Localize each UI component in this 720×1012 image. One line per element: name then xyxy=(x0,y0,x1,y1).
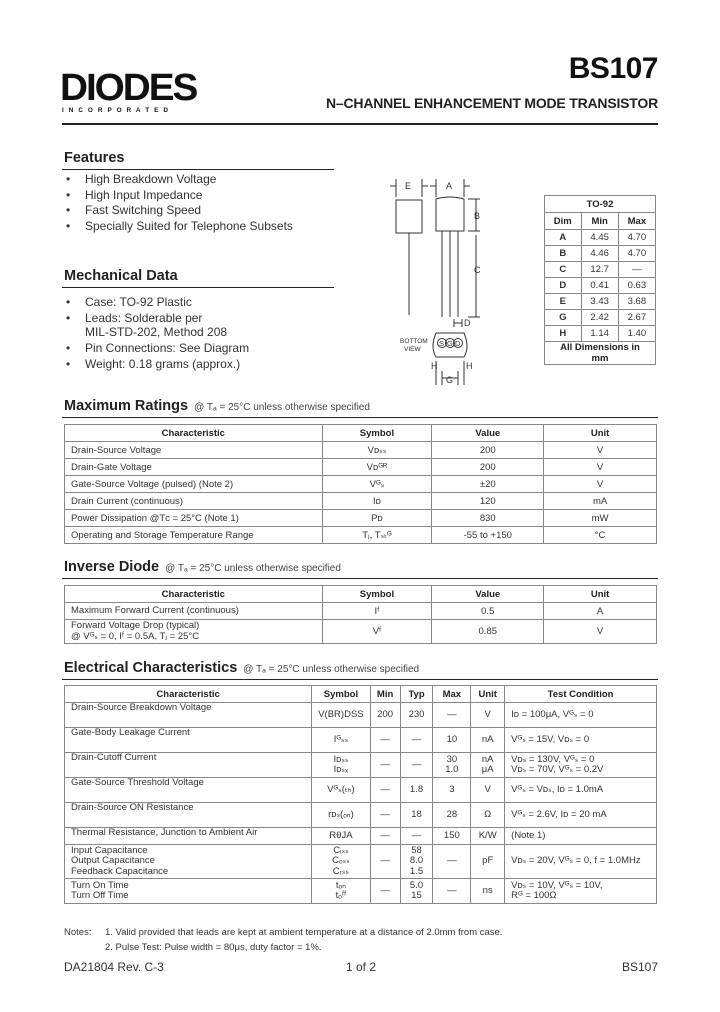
symbol-cell xyxy=(312,753,370,778)
min-cell: 12.7 xyxy=(581,262,618,278)
pin-label-s: S xyxy=(439,339,445,348)
characteristic-cell-line: Gate-Source Threshold Voltage xyxy=(71,777,204,788)
unit-cell: V xyxy=(544,476,657,493)
table-row xyxy=(65,753,657,778)
test-condition-cell-line: Vᴳₛ = 2.6V, Iᴅ = 20 mA xyxy=(511,808,607,820)
package-col-max: Max xyxy=(618,213,655,230)
max-cell: 2.67 xyxy=(618,310,655,326)
typ-cell xyxy=(400,703,433,728)
list-item: • Case: TO-92 Plastic xyxy=(64,295,334,309)
unit-cell xyxy=(471,879,505,904)
unit-cell xyxy=(471,845,505,879)
notes-label: Notes: xyxy=(64,927,92,938)
characteristic-cell-line: Turn Off Time xyxy=(71,890,129,901)
table-row xyxy=(545,230,656,246)
dim-label-a: A xyxy=(446,181,453,191)
symbol-cell: Tⱼ, Tₛₜᴳ xyxy=(322,527,432,544)
min-cell xyxy=(370,778,400,803)
symbol-cell: Vᴅᴳᴿ xyxy=(322,459,432,476)
table-row xyxy=(65,459,657,476)
table-row xyxy=(65,703,657,728)
test-condition-cell-line: Vᴅₛ = 70V, Vᴳₛ = 0.2V xyxy=(511,764,604,775)
characteristic-cell-line: Drain-Cutoff Current xyxy=(71,752,157,763)
characteristic-cell: Gate-Source Voltage (pulsed) (Note 2) xyxy=(65,476,323,493)
min-cell: 0.41 xyxy=(581,278,618,294)
typ-cell xyxy=(400,728,433,753)
symbol-cell-line: rᴅₛ(ₒₙ) xyxy=(328,808,354,820)
features-title: Features xyxy=(64,150,125,166)
min-cell xyxy=(370,828,400,845)
dim-label-c: C xyxy=(474,265,481,275)
col-symbol: Symbol xyxy=(322,586,432,603)
max-cell: 4.70 xyxy=(618,230,655,246)
list-item: • Weight: 0.18 grams (approx.) xyxy=(64,357,334,371)
characteristic-cell xyxy=(65,845,312,879)
min-cell: 2.42 xyxy=(581,310,618,326)
unit-cell-line: μA xyxy=(481,764,494,775)
list-item: • High Input Impedance xyxy=(64,188,334,204)
note-item: 1. Valid provided that leads are kept at ambient temperature at a distance of 2.0mm from case. xyxy=(105,927,503,938)
typ-cell-line: 1.5 xyxy=(409,865,424,877)
electrical-table xyxy=(64,685,657,904)
electrical-title: Electrical Characteristics @ Tₐ = 25°C unless otherwise specified xyxy=(64,660,420,676)
test-condition-cell-line: Vᴳₛ = 15V, Vᴅₛ = 0 xyxy=(511,733,590,745)
symbol-cell xyxy=(312,828,370,845)
dim-cell: D xyxy=(545,278,582,294)
package-table-footer: All Dimensions in mm xyxy=(545,342,656,365)
typ-cell-line: 18 xyxy=(411,808,422,820)
col-test-condition: Test Condition xyxy=(505,686,657,703)
front-view-body xyxy=(436,197,464,231)
min-cell-line: — xyxy=(380,829,390,841)
symbol-cell-line: Vᴳₛ(ₜₕ) xyxy=(327,783,355,795)
characteristic-line: Maximum Forward Current (continuous) xyxy=(71,604,239,616)
max-cell-line: 150 xyxy=(443,829,460,841)
characteristic-cell-line: Input Capacitance xyxy=(71,844,148,856)
dim-label-b: B xyxy=(474,211,481,221)
to92-package-diagram xyxy=(390,175,510,390)
table-row xyxy=(545,262,656,278)
mechanical-title: Mechanical Data xyxy=(64,268,178,284)
unit-cell xyxy=(471,803,505,828)
test-condition-cell-line: (Note 1) xyxy=(511,829,546,841)
diodes-logo-mark xyxy=(60,68,230,114)
value-cell: 0.5 xyxy=(432,603,544,620)
table-row xyxy=(65,493,657,510)
electrical-rule xyxy=(62,679,658,680)
value-cell: ±20 xyxy=(432,476,544,493)
col-max: Max xyxy=(433,686,471,703)
dim-label-h-left: H xyxy=(431,361,438,371)
min-cell xyxy=(370,728,400,753)
symbol-cell xyxy=(312,778,370,803)
inverse-diode-body xyxy=(65,603,657,644)
table-row xyxy=(65,510,657,527)
value-cell: 120 xyxy=(432,493,544,510)
max-cell xyxy=(433,728,471,753)
dim-label-g: G xyxy=(446,375,454,385)
table-row xyxy=(65,442,657,459)
typ-cell-line: 15 xyxy=(411,890,422,901)
symbol-cell: Iᴅ xyxy=(322,493,432,510)
typ-cell-line: — xyxy=(411,758,422,770)
symbol-cell-line: Iᴳₛₛ xyxy=(333,733,349,745)
header-rule xyxy=(62,123,658,125)
inverse-diode-table xyxy=(64,585,657,644)
inverse-diode-rule xyxy=(62,578,658,579)
col-unit: Unit xyxy=(544,425,657,442)
min-cell xyxy=(370,879,400,904)
characteristic-cell-line: Thermal Resistance, Junction to Ambient Air xyxy=(71,827,258,838)
features-list xyxy=(64,172,334,234)
symbol-cell-line: Cᵣₛₛ xyxy=(332,865,350,877)
min-cell xyxy=(370,753,400,778)
typ-cell-line: — xyxy=(411,829,422,841)
symbol-cell-line: Iᴅₛₛ xyxy=(333,753,349,765)
typ-cell-line: 5.0 xyxy=(409,879,424,891)
min-cell-line: — xyxy=(380,808,390,820)
symbol-cell-line: Iᴅₛₓ xyxy=(333,764,349,775)
symbol-cell xyxy=(312,803,370,828)
table-row xyxy=(545,326,656,342)
unit-cell: V xyxy=(544,620,657,644)
characteristic-cell: Drain Current (continuous) xyxy=(65,493,323,510)
value-cell: 200 xyxy=(432,459,544,476)
max-cell xyxy=(433,703,471,728)
max-cell: 3.68 xyxy=(618,294,655,310)
table-row xyxy=(545,310,656,326)
min-cell: 1.14 xyxy=(581,326,618,342)
package-table-caption: TO-92 xyxy=(545,196,656,213)
list-item: • High Breakdown Voltage xyxy=(64,172,334,188)
unit-cell xyxy=(471,728,505,753)
table-row xyxy=(65,803,657,828)
symbol-cell: Vᴳₛ xyxy=(322,476,432,493)
table-row xyxy=(545,246,656,262)
side-view-body xyxy=(396,200,422,233)
dim-cell: H xyxy=(545,326,582,342)
col-unit: Unit xyxy=(544,586,657,603)
test-condition-cell xyxy=(505,828,657,845)
test-condition-cell-line: Rᴳ = 100Ω xyxy=(511,890,557,901)
dim-cell: E xyxy=(545,294,582,310)
col-unit: Unit xyxy=(471,686,505,703)
list-item: • Fast Switching Speed xyxy=(64,203,334,219)
max-cell: — xyxy=(618,262,655,278)
characteristic-cell xyxy=(65,753,312,778)
inverse-diode-title: Inverse Diode @ Tₐ = 25°C unless otherwise specified xyxy=(64,559,341,575)
characteristic-cell-line: Gate-Body Leakage Current xyxy=(71,727,190,738)
symbol-cell xyxy=(312,879,370,904)
table-row xyxy=(65,527,657,544)
dim-label-e: E xyxy=(405,181,412,191)
max-cell xyxy=(433,753,471,778)
value-cell: 830 xyxy=(432,510,544,527)
max-ratings-table xyxy=(64,424,657,544)
symbol-cell: Vᴅₛₛ xyxy=(322,442,432,459)
test-condition-cell xyxy=(505,879,657,904)
typ-cell xyxy=(400,845,433,879)
bottom-view-label-2: VIEW xyxy=(404,346,421,353)
characteristic-cell-line: Output Capacitance xyxy=(71,855,155,867)
typ-cell-line: 8.0 xyxy=(409,855,424,867)
unit-cell: mW xyxy=(544,510,657,527)
characteristic-cell: Drain-Source Voltage xyxy=(65,442,323,459)
min-cell xyxy=(370,803,400,828)
symbol-cell-line: Cᵢₛₛ xyxy=(333,844,349,856)
dim-label-h-right: H xyxy=(466,361,473,371)
characteristic-cell xyxy=(65,778,312,803)
min-cell-line: 200 xyxy=(377,708,394,720)
part-number: BS107 xyxy=(568,52,658,85)
col-min: Min xyxy=(370,686,400,703)
diodes-logo xyxy=(60,68,230,114)
typ-cell-line: 230 xyxy=(408,708,425,720)
mechanical-rule xyxy=(62,287,334,288)
dim-cell: G xyxy=(545,310,582,326)
unit-cell: mA xyxy=(544,493,657,510)
notes xyxy=(64,926,502,955)
table-row xyxy=(65,603,657,620)
max-cell-line: — xyxy=(447,855,457,867)
symbol-cell-line: Cₒₛₛ xyxy=(332,855,350,867)
max-ratings-rule xyxy=(62,417,658,418)
min-cell: 4.46 xyxy=(581,246,618,262)
characteristic-cell xyxy=(65,703,312,728)
typ-cell xyxy=(400,803,433,828)
characteristic-cell xyxy=(65,879,312,904)
footer-part-number: BS107 xyxy=(621,960,658,974)
unit-cell-line: pF xyxy=(482,855,494,867)
typ-cell xyxy=(400,828,433,845)
characteristic-cell xyxy=(65,828,312,845)
test-condition-cell xyxy=(505,845,657,879)
unit-cell xyxy=(471,703,505,728)
characteristic-cell: Power Dissipation @Tᴄ = 25°C (Note 1) xyxy=(65,510,323,527)
logo-text: DIODES xyxy=(60,68,197,109)
value-cell: -55 to +150 xyxy=(432,527,544,544)
min-cell-line: — xyxy=(380,758,390,770)
unit-cell-line: nA xyxy=(481,733,494,745)
symbol-cell xyxy=(312,845,370,879)
test-condition-cell xyxy=(505,703,657,728)
typ-cell-line: 1.8 xyxy=(409,783,424,795)
symbol-cell xyxy=(312,728,370,753)
electrical-note: @ Tₐ = 25°C unless otherwise specified xyxy=(243,664,420,675)
pin-label-d: D xyxy=(455,339,461,348)
max-cell-line: — xyxy=(447,708,457,720)
min-cell-line: — xyxy=(380,884,390,896)
characteristic-cell-line: Drain-Source Breakdown Voltage xyxy=(71,702,212,713)
max-cell: 1.40 xyxy=(618,326,655,342)
col-typ: Typ xyxy=(400,686,433,703)
unit-cell xyxy=(471,753,505,778)
typ-cell xyxy=(400,778,433,803)
col-value: Value xyxy=(432,425,544,442)
symbol-cell: Pᴅ xyxy=(322,510,432,527)
col-value: Value xyxy=(432,586,544,603)
max-cell: 4.70 xyxy=(618,246,655,262)
min-cell-line: — xyxy=(380,733,390,745)
test-condition-cell-line: Vᴅₛ = 10V, Vᴳₛ = 10V, xyxy=(511,879,603,891)
test-condition-cell xyxy=(505,803,657,828)
min-cell xyxy=(370,845,400,879)
table-row xyxy=(65,620,657,644)
characteristic-cell-line: Turn On Time xyxy=(71,879,129,891)
typ-cell xyxy=(400,753,433,778)
unit-cell: V xyxy=(544,459,657,476)
characteristic-cell xyxy=(65,603,323,620)
list-item: • Pin Connections: See Diagram xyxy=(64,341,334,355)
test-condition-cell xyxy=(505,778,657,803)
min-cell xyxy=(370,703,400,728)
test-condition-cell xyxy=(505,728,657,753)
symbol-cell: Vᶠ xyxy=(322,620,432,644)
col-characteristic: Characteristic xyxy=(65,586,323,603)
package-dimension-table xyxy=(544,195,656,365)
features-rule xyxy=(62,169,334,170)
table-row xyxy=(65,845,657,879)
col-symbol: Symbol xyxy=(312,686,370,703)
table-row xyxy=(65,828,657,845)
list-item: • Specially Suited for Telephone Subsets xyxy=(64,219,334,235)
min-cell-line: — xyxy=(380,855,390,867)
min-cell: 3.43 xyxy=(581,294,618,310)
value-cell: 200 xyxy=(432,442,544,459)
max-cell-line: 1.0 xyxy=(445,764,459,775)
characteristic-line: Forward Voltage Drop (typical) xyxy=(71,620,200,631)
page-footer xyxy=(64,960,658,974)
characteristic-cell-line: Drain-Source ON Resistance xyxy=(71,802,194,813)
symbol-cell-line: V(BR)DSS xyxy=(318,708,364,720)
note-item: 2. Pulse Test: Pulse width = 80μs, duty factor = 1%. xyxy=(105,941,322,953)
characteristic-cell: Drain-Gate Voltage xyxy=(65,459,323,476)
symbol-cell xyxy=(312,703,370,728)
table-row xyxy=(65,476,657,493)
max-ratings-title: Maximum Ratings @ Tₐ = 25°C unless otherwise specified xyxy=(64,398,370,414)
test-condition-cell-line: Iᴅ = 100μA, Vᴳₛ = 0 xyxy=(511,708,594,720)
symbol-cell-line: tₒₙ xyxy=(335,879,346,891)
unit-cell xyxy=(471,778,505,803)
package-col-dim: Dim xyxy=(545,213,582,230)
unit-cell-line: V xyxy=(484,708,491,720)
max-ratings-note: @ Tₐ = 25°C unless otherwise specified xyxy=(194,402,370,413)
characteristic-cell-line: Feedback Capacitance xyxy=(71,865,169,877)
max-ratings-body xyxy=(65,442,657,544)
unit-cell-line: K/W xyxy=(478,829,497,841)
symbol-cell-line: tₒᶠᶠ xyxy=(335,890,347,901)
unit-cell xyxy=(471,828,505,845)
max-cell xyxy=(433,803,471,828)
characteristic-cell xyxy=(65,728,312,753)
footer-doc-number: DA21804 Rev. C-3 xyxy=(64,960,164,974)
unit-cell-line: V xyxy=(484,783,491,795)
max-cell xyxy=(433,828,471,845)
typ-cell-line: 58 xyxy=(411,844,422,856)
col-symbol: Symbol xyxy=(322,425,432,442)
max-cell: 0.63 xyxy=(618,278,655,294)
max-cell-line: 28 xyxy=(446,808,458,820)
max-cell-line: 10 xyxy=(446,733,458,745)
unit-cell: V xyxy=(544,442,657,459)
table-row xyxy=(65,778,657,803)
symbol-cell: Iᶠ xyxy=(322,603,432,620)
typ-cell-line: — xyxy=(411,733,422,745)
value-cell: 0.85 xyxy=(432,620,544,644)
unit-cell-line: nA xyxy=(481,753,494,765)
test-condition-cell-line: Vᴅₛ = 130V, Vᴳₛ = 0 xyxy=(511,753,595,765)
col-characteristic: Characteristic xyxy=(65,425,323,442)
max-cell-line: 30 xyxy=(446,753,458,765)
dim-label-d: D xyxy=(464,318,471,328)
footer-page-number: 1 of 2 xyxy=(346,960,377,974)
bottom-view-label: BOTTOM xyxy=(400,338,428,345)
package-table-body xyxy=(545,230,656,342)
pin-label-g: G xyxy=(447,339,453,348)
symbol-cell-line: RθJA xyxy=(329,829,353,841)
test-condition-cell-line: Vᴳₛ = Vᴅₛ, Iᴅ = 1.0mA xyxy=(511,783,604,795)
unit-cell-line: ns xyxy=(482,884,493,896)
unit-cell-line: Ω xyxy=(484,808,492,820)
electrical-body xyxy=(65,703,657,904)
dim-cell: C xyxy=(545,262,582,278)
characteristic-cell: Operating and Storage Temperature Range xyxy=(65,527,323,544)
unit-cell: A xyxy=(544,603,657,620)
page-subtitle: N–CHANNEL ENHANCEMENT MODE TRANSISTOR xyxy=(326,95,658,111)
max-cell xyxy=(433,778,471,803)
min-cell-line: — xyxy=(380,783,390,795)
characteristic-line: @ Vᴳₛ = 0, Iᶠ = 0.5A, Tⱼ = 25°C xyxy=(71,630,200,642)
max-cell-line: — xyxy=(447,884,457,896)
inverse-diode-note: @ Tₐ = 25°C unless otherwise specified xyxy=(165,563,341,574)
mechanical-list xyxy=(64,295,334,371)
dim-cell: B xyxy=(545,246,582,262)
max-cell xyxy=(433,879,471,904)
characteristic-cell xyxy=(65,620,323,644)
characteristic-cell xyxy=(65,803,312,828)
typ-cell xyxy=(400,879,433,904)
table-row xyxy=(545,278,656,294)
table-row xyxy=(65,728,657,753)
min-cell: 4.45 xyxy=(581,230,618,246)
col-characteristic: Characteristic xyxy=(65,686,312,703)
test-condition-cell-line: Vᴅₛ = 20V, Vᴳₛ = 0, f = 1.0MHz xyxy=(511,855,641,867)
table-row xyxy=(545,294,656,310)
list-item: • Leads: Solderable per MIL-STD-202, Method 208 xyxy=(64,311,334,339)
unit-cell: °C xyxy=(544,527,657,544)
dim-cell: A xyxy=(545,230,582,246)
table-row xyxy=(65,879,657,904)
max-cell xyxy=(433,845,471,879)
package-col-min: Min xyxy=(581,213,618,230)
logo-subtext: I N C O R P O R A T E D xyxy=(62,107,170,114)
max-cell-line: 3 xyxy=(449,783,455,795)
test-condition-cell xyxy=(505,753,657,778)
